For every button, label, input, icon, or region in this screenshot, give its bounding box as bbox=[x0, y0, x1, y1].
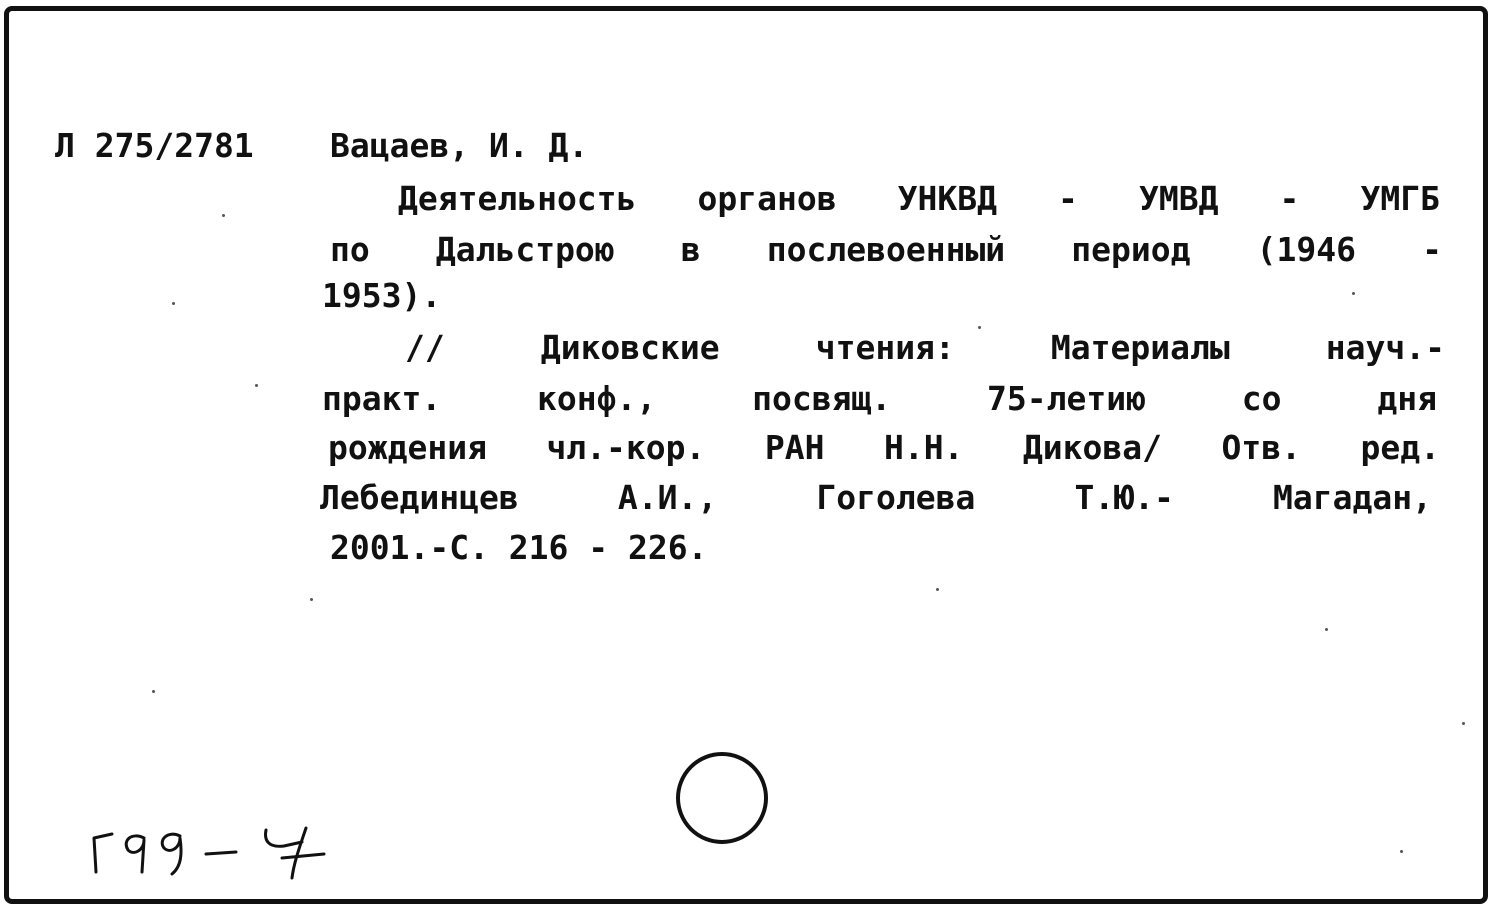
source-line-3: рождения чл.-кор. РАН Н.Н. Дикова/ Отв. ред. bbox=[328, 428, 1440, 467]
scan-speck bbox=[310, 598, 313, 601]
scan-speck bbox=[936, 588, 939, 591]
source-line-4: Лебединцев А.И., Гоголева Т.Ю.- Магадан, bbox=[320, 478, 1432, 517]
source-line-5: 2001.-С. 216 - 226. bbox=[330, 528, 708, 567]
title-line-1: Деятельность органов УНКВД - УМВД - УМГБ bbox=[398, 179, 1440, 218]
scan-speck bbox=[255, 384, 258, 387]
author-name: Вацаев, И. Д. bbox=[330, 126, 589, 165]
punch-hole bbox=[676, 752, 768, 844]
scan-speck bbox=[1352, 292, 1355, 295]
scan-speck bbox=[1400, 850, 1403, 853]
scan-speck bbox=[152, 690, 155, 693]
scan-speck bbox=[172, 302, 175, 305]
scan-speck bbox=[222, 214, 225, 217]
scan-speck bbox=[978, 326, 981, 329]
title-line-2: по Дальстрою в послевоенный период (1946 - bbox=[330, 230, 1442, 269]
shelfmark: Л 275/2781 bbox=[55, 126, 254, 165]
title-line-3: 1953). bbox=[322, 276, 442, 315]
source-line-2: практ. конф., посвящ. 75-летию со дня bbox=[322, 379, 1437, 418]
handwritten-note bbox=[88, 800, 338, 880]
scan-speck bbox=[1462, 722, 1465, 725]
source-line-1: // Диковские чтения: Материалы науч.- bbox=[405, 328, 1445, 367]
scan-speck bbox=[1325, 628, 1328, 631]
